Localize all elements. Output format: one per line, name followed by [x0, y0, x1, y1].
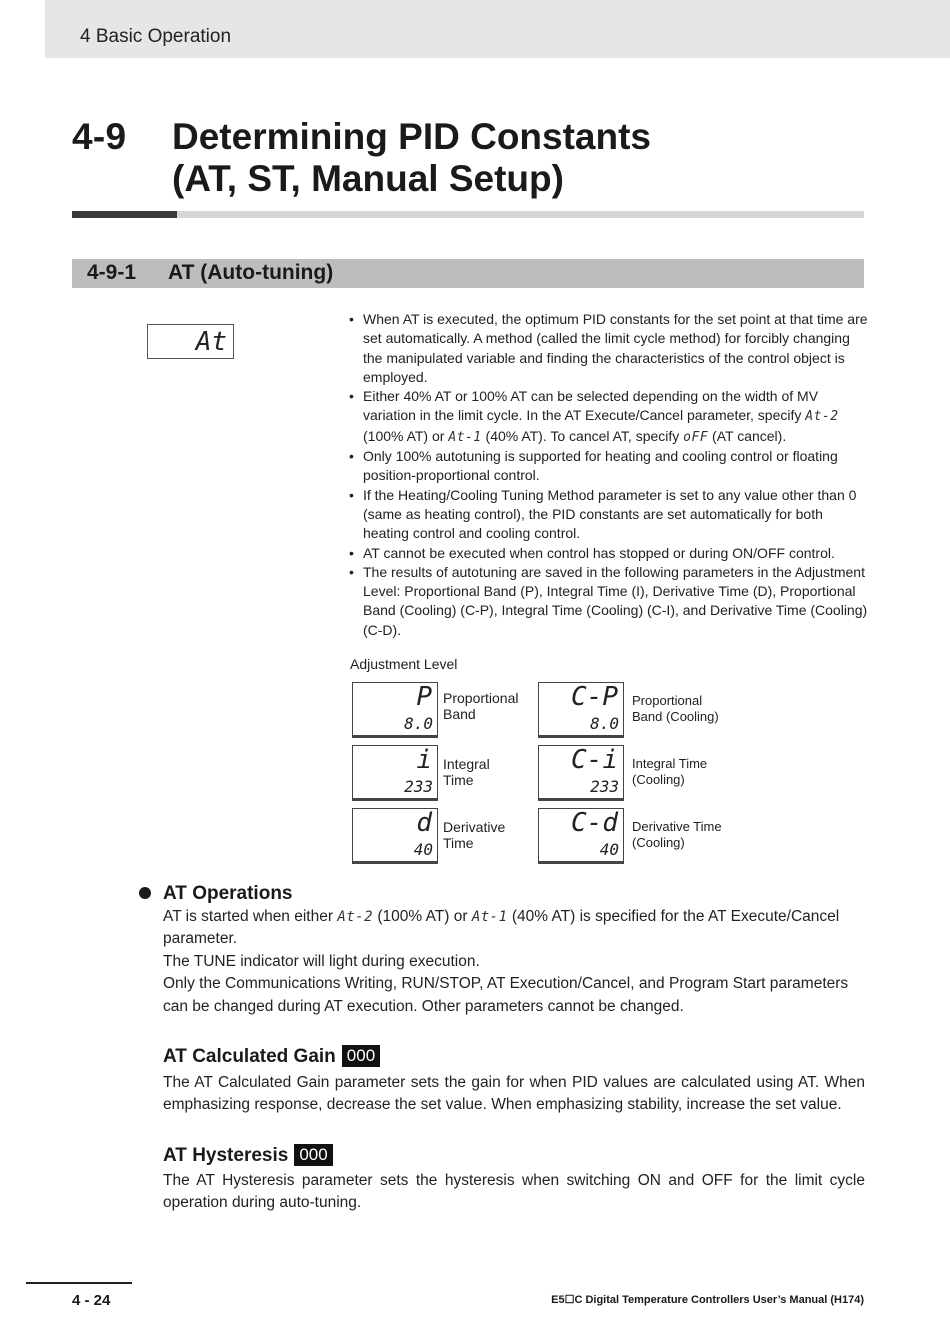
- segment-at2: At-2: [337, 909, 374, 925]
- manual-title: E5☐C Digital Temperature Controllers User’s Manual (H174): [551, 1294, 864, 1306]
- list-item: [348, 563, 868, 640]
- list-item: [348, 387, 868, 447]
- display-value: 233: [590, 777, 619, 796]
- bullet-text: AT cannot be executed when control has stopped or during ON/OFF control.: [363, 544, 835, 561]
- display-param: C-d: [571, 808, 618, 838]
- bullet-text: (40% AT). To cancel AT, specify: [481, 427, 684, 444]
- derivative-time-label: [443, 819, 505, 851]
- display-param: C-P: [571, 682, 618, 712]
- display-label-line: Derivative: [443, 819, 506, 835]
- display-label-line: Time: [443, 835, 474, 851]
- segment-at1: At-1: [448, 429, 482, 445]
- page-number: 4 - 24: [72, 1292, 111, 1309]
- subsection-title: AT (Auto-tuning): [168, 261, 334, 284]
- proportional-band-label: [443, 690, 519, 722]
- heading-text: AT Calculated Gain: [163, 1046, 336, 1067]
- paragraph: Only the Communications Writing, RUN/STOP, AT Execution/Cancel, and Program Start parameters can be changed during AT execution. Other parameters cannot be changed.: [163, 975, 849, 1015]
- adjustment-level-label: Adjustment Level: [350, 656, 458, 672]
- display-label-line: Band: [443, 706, 476, 722]
- proportional-band-cooling-label: [632, 693, 719, 725]
- display-value: 8.0: [404, 714, 433, 733]
- at-hysteresis-body: The AT Hysteresis parameter sets the hysteresis when switching ON and OFF for the limit cycle operation during auto-tuning.: [163, 1172, 865, 1212]
- bullet-text: When AT is executed, the optimum PID constants for the set point at that time are set automatically. A method (called the limit cycle method) for forcibly changing the manipulated variable and finding the characteristics of the control object is employed.: [363, 311, 868, 385]
- section-title-line1: Determining PID Constants: [172, 116, 651, 157]
- bullet-text: If the Heating/Cooling Tuning Method parameter is set to any value other than 0 (same as heating control), the PID constants are set automatically for both heating control and cooling control.: [363, 486, 857, 542]
- segment-at1: At-1: [471, 909, 508, 925]
- at-bullet-list: [348, 310, 868, 640]
- display-param: P: [416, 682, 432, 712]
- integral-time-label: [443, 756, 490, 788]
- level-badge: 000: [342, 1045, 380, 1067]
- display-param: C-i: [571, 745, 618, 775]
- text: AT is started when either: [163, 908, 338, 925]
- bullet-text: The results of autotuning are saved in the following parameters in the Adjustment Level: Proportional Band (P), Integral Time (I), Derivative Time (D), Proportional Band (Cooling) (C-P), Integral Time (Cooling) (C-I), and Derivative Time (Cooling) (C-D).: [363, 563, 868, 638]
- segment-at2: At-2: [805, 409, 839, 425]
- title-rule: [72, 211, 864, 218]
- derivative-time-cooling-label: [632, 819, 722, 851]
- display-value: 40: [599, 840, 619, 859]
- footer-rule: [26, 1282, 132, 1284]
- display-label-line: (Cooling): [632, 772, 685, 787]
- integral-time-cooling-display: [538, 745, 624, 799]
- section-title: [172, 116, 651, 200]
- heading-text: AT Hysteresis: [163, 1145, 289, 1166]
- paragraph: The TUNE indicator will light during execution.: [163, 952, 480, 970]
- bullet-text: Either 40% AT or 100% AT can be selected depending on the width of MV variation in the limit cycle. In the AT Execute/Cancel parameter, specify: [363, 388, 819, 424]
- at-operations-heading: AT Operations: [163, 883, 293, 904]
- at-calculated-gain-heading: [163, 1045, 380, 1068]
- at-calculated-gain-body: The AT Calculated Gain parameter sets the gain for when PID values are calculated using AT. When emphasizing response, decrease the set value. When emphasizing stability, increase the set value.: [163, 1074, 865, 1114]
- chapter-header: 4 Basic Operation: [80, 26, 232, 47]
- display-label-line: Integral Time: [632, 756, 708, 771]
- bullet-text: (AT cancel).: [708, 427, 787, 444]
- section-title-number: 4-9: [72, 116, 127, 157]
- derivative-time-display: [352, 808, 438, 862]
- display-label-line: Band (Cooling): [632, 709, 719, 724]
- list-item: [348, 544, 868, 563]
- display-label-line: (Cooling): [632, 835, 685, 850]
- integral-time-cooling-label: [632, 756, 707, 788]
- section-title-line2: (AT, ST, Manual Setup): [172, 158, 564, 199]
- display-label-line: Time: [443, 772, 474, 788]
- at-parameter-display: [147, 324, 234, 359]
- derivative-time-cooling-display: [538, 808, 624, 862]
- display-label-line: Proportional: [443, 690, 519, 706]
- subsection-number: 4-9-1: [87, 261, 137, 284]
- integral-time-display: [352, 745, 438, 799]
- text: (40% AT) is specified for the AT Execute/Cancel parameter.: [163, 908, 840, 948]
- display-value: 8.0: [590, 714, 619, 733]
- bullet-text: Only 100% autotuning is supported for heating and cooling control or floating position-proportional control.: [363, 448, 838, 484]
- display-value: 40: [413, 840, 433, 859]
- at-display-text: At: [195, 327, 227, 357]
- display-param: i: [416, 745, 432, 775]
- list-item: [348, 447, 868, 486]
- display-value: 233: [404, 777, 433, 796]
- proportional-band-cooling-display: [538, 682, 624, 736]
- list-item: [348, 486, 868, 544]
- text: (100% AT) or: [373, 908, 472, 925]
- display-param: d: [416, 808, 432, 838]
- display-label-line: Derivative Time: [632, 819, 722, 834]
- proportional-band-display: [352, 682, 438, 736]
- bullet-text: (100% AT) or: [363, 427, 449, 444]
- display-label-line: Integral: [443, 756, 490, 772]
- title-rule-accent: [72, 211, 177, 218]
- level-badge: 000: [294, 1144, 332, 1166]
- display-label-line: Proportional: [632, 693, 703, 708]
- paragraph: [163, 906, 865, 951]
- list-item: [348, 310, 868, 387]
- segment-off: oFF: [683, 429, 709, 445]
- at-operations-body: [163, 906, 865, 1018]
- bullet-dot-icon: [139, 887, 151, 899]
- at-hysteresis-heading: [163, 1144, 333, 1167]
